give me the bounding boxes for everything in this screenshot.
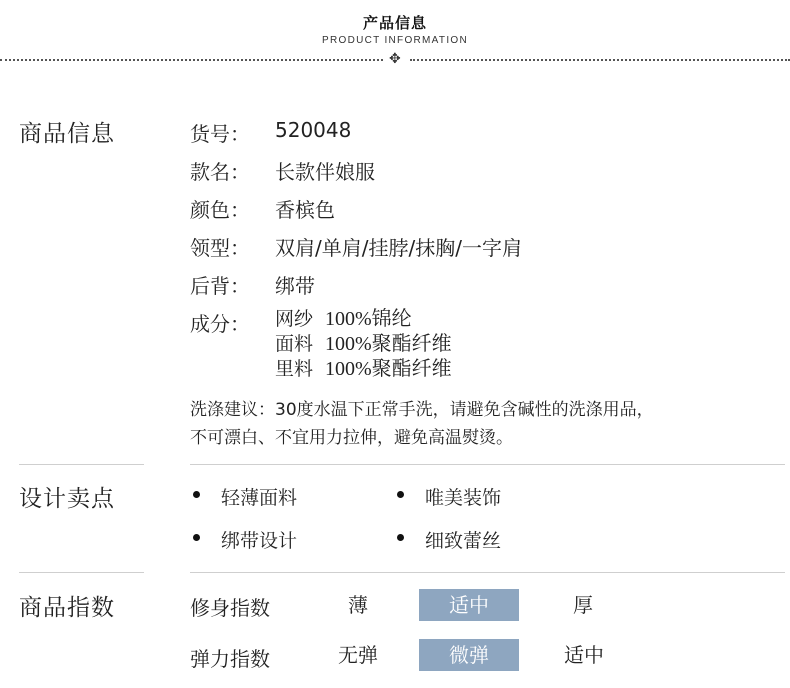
field-key-composition: 成分： [190, 312, 250, 336]
field-value-style-name: 长款伴娘服 [275, 160, 375, 184]
field-key-back: 后背： [190, 274, 250, 298]
design-point-item: 细致蕾丝 [425, 530, 502, 552]
ornament-icon: ✥ [389, 51, 401, 67]
index-label-elasticity: 弹力指数 [190, 647, 270, 671]
design-point-item: 轻薄面料 [221, 487, 298, 509]
design-point-item: 唯美装饰 [425, 487, 502, 509]
composition-part: 里料 [275, 358, 314, 380]
design-point-item: 绑带设计 [221, 530, 298, 552]
field-value-back: 绑带 [275, 274, 315, 298]
bullet-icon [193, 491, 200, 498]
bullet-icon [397, 534, 404, 541]
bullet-icon [193, 534, 200, 541]
bullet-icon [397, 491, 404, 498]
composition-line [275, 357, 452, 382]
index-option-selected: 微弹 [419, 639, 519, 671]
section-divider-left [19, 464, 144, 465]
header-subtitle: PRODUCT INFORMATION [322, 35, 468, 46]
field-key-neckline: 领型： [190, 236, 250, 260]
index-option: 厚 [573, 593, 593, 617]
index-option: 无弹 [338, 643, 378, 667]
field-key-color: 颜色： [190, 198, 250, 222]
section-divider-left [19, 572, 144, 573]
header-title: 产品信息 [362, 14, 427, 32]
index-option: 适中 [564, 643, 604, 667]
composition-material: 100%锦纶 [325, 308, 412, 330]
section-divider-right [190, 464, 785, 465]
field-key-style-name: 款名： [190, 160, 250, 184]
field-value-color: 香槟色 [275, 198, 335, 222]
index-option-selected: 适中 [419, 589, 519, 621]
section-divider-right [190, 572, 785, 573]
index-option: 薄 [348, 593, 368, 617]
composition-material: 100%聚酯纤维 [325, 358, 452, 380]
section-title-design-points: 设计卖点 [19, 486, 115, 512]
dotted-divider-left [0, 59, 383, 61]
composition-part: 网纱 [275, 308, 314, 330]
field-value-item-no: 520048 [275, 118, 352, 142]
composition-line [275, 332, 452, 357]
index-label-fit: 修身指数 [190, 596, 270, 620]
section-title-product-info: 商品信息 [19, 121, 115, 147]
washing-advice-line-1: 洗涤建议：30度水温下正常手洗，请避免含碱性的洗涤用品， [190, 400, 654, 420]
composition-material: 100%聚酯纤维 [325, 333, 452, 355]
composition-part: 面料 [275, 333, 314, 355]
dotted-divider-right [410, 59, 790, 61]
composition-line [275, 307, 412, 332]
washing-advice-line-2: 不可漂白、不宜用力拉伸，避免高温熨烫。 [190, 428, 513, 448]
section-title-indices: 商品指数 [19, 595, 115, 621]
field-key-item-no: 货号： [190, 122, 250, 146]
field-value-neckline: 双肩/单肩/挂脖/抹胸/一字肩 [275, 236, 522, 260]
